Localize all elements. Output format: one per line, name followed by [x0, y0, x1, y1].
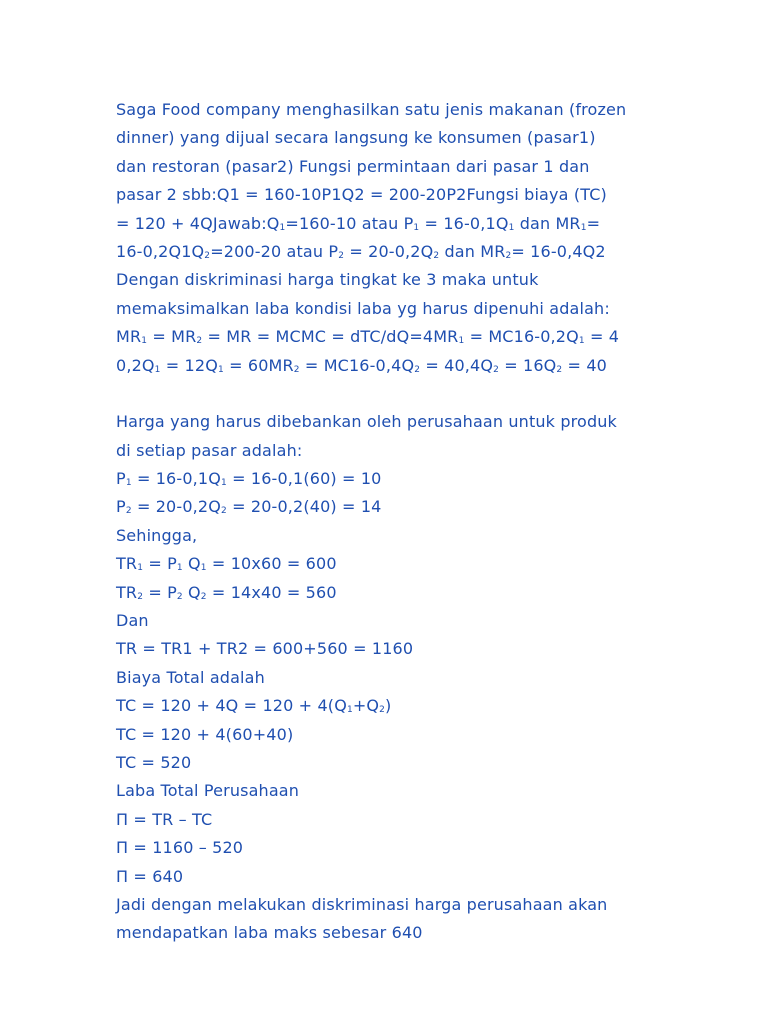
text-line-17 — [116, 550, 656, 578]
subscript: 2 — [493, 364, 499, 375]
text-line-15 — [116, 493, 656, 521]
text: TC = 520 — [116, 752, 192, 772]
text: Jadi dengan melakukan diskriminasi harga perusahaan akan — [116, 894, 608, 914]
text-line-3 — [116, 153, 656, 181]
subscript: 1 — [578, 336, 585, 347]
text: 16-0,2Q1Q — [116, 241, 205, 261]
text-line-19 — [116, 607, 656, 635]
text: =200-20 atau P — [210, 241, 339, 261]
text: ) — [385, 696, 392, 716]
text-line-9 — [116, 323, 656, 351]
text-line-25 — [116, 777, 656, 805]
text: dan MR — [514, 213, 581, 233]
text-line-27 — [116, 834, 656, 862]
text-line-14 — [116, 465, 656, 493]
text-line-20 — [116, 635, 656, 663]
text-line-12 — [116, 408, 656, 436]
text: Dan — [116, 611, 149, 631]
text: dinner) yang dijual secara langsung ke konsumen (pasar1) — [116, 128, 596, 148]
text: Π = 1160 – 520 — [116, 838, 244, 858]
text-line-26 — [116, 806, 656, 834]
text: = MR = MCMC = dTC/dQ=4MR — [202, 327, 459, 347]
text: dan MR — [439, 241, 506, 261]
subscript: 2 — [293, 364, 300, 375]
subscript: 2 — [176, 591, 183, 602]
text: TR — [116, 582, 138, 602]
text: Biaya Total adalah — [116, 667, 265, 687]
paragraph-gap — [116, 380, 656, 408]
text: = 12Q — [160, 355, 218, 375]
text-line-28 — [116, 863, 656, 891]
text: =160-10 atau P — [285, 213, 414, 233]
text: TR = TR1 + TR2 = 600+560 = 1160 — [116, 639, 414, 659]
subscript: 1 — [176, 563, 183, 574]
text-line-16 — [116, 522, 656, 550]
document-body — [116, 96, 656, 948]
subscript: 2 — [379, 705, 386, 716]
subscript: 2 — [414, 364, 421, 375]
subscript: 1 — [125, 478, 132, 489]
text-line-2 — [116, 124, 656, 152]
subscript: 2 — [220, 506, 227, 517]
text: = 16-0,4Q2 — [511, 241, 606, 261]
text: P — [116, 469, 126, 489]
subscript: 1 — [200, 563, 207, 574]
text: Q — [182, 582, 201, 602]
subscript: 1 — [154, 364, 161, 375]
text: Q — [182, 554, 201, 574]
text: Dengan diskriminasi harga tingkat ke 3 maka untuk — [116, 270, 539, 290]
subscript: 1 — [346, 705, 353, 716]
text: = MC16-0,4Q — [299, 355, 415, 375]
subscript: 2 — [505, 250, 512, 261]
subscript: 2 — [204, 250, 211, 261]
subscript: 2 — [200, 591, 207, 602]
text: +Q — [352, 696, 380, 716]
text-line-29 — [116, 891, 656, 919]
text-line-30 — [116, 919, 656, 947]
text: = 14x40 = 560 — [206, 582, 337, 602]
text-line-23 — [116, 721, 656, 749]
text: = 20-0,2(40) = 14 — [226, 497, 382, 517]
text-line-18 — [116, 579, 656, 607]
text: Sehingga, — [116, 525, 198, 545]
text-line-6 — [116, 238, 656, 266]
subscript: 2 — [137, 591, 144, 602]
text: pasar 2 sbb:Q1 = 160-10P1Q2 = 200-20P2Fungsi biaya (TC) — [116, 185, 607, 205]
text-line-10 — [116, 352, 656, 380]
subscript: 2 — [125, 506, 132, 517]
text: = 10x60 = 600 — [206, 554, 337, 574]
text: = P — [143, 582, 177, 602]
text-line-1 — [116, 96, 656, 124]
text: = 16-0,1Q — [131, 469, 221, 489]
text: = 16-0,1Q — [419, 213, 509, 233]
text: TR — [116, 554, 138, 574]
text: memaksimalkan laba kondisi laba yg harus dipenuhi adalah: — [116, 298, 610, 318]
text: = 4 — [584, 327, 620, 347]
subscript: 1 — [137, 563, 144, 574]
text: = 16-0,1(60) = 10 — [226, 469, 382, 489]
subscript: 1 — [458, 336, 465, 347]
text-line-8 — [116, 295, 656, 323]
text: MR — [116, 327, 142, 347]
text: = MR — [147, 327, 197, 347]
text: Π = 640 — [116, 866, 184, 886]
subscript: 2 — [338, 250, 345, 261]
text: Harga yang harus dibebankan oleh perusahaan untuk produk — [116, 412, 617, 432]
text: TC = 120 + 4(60+40) — [116, 724, 294, 744]
text: = 16Q — [498, 355, 557, 375]
subscript: 2 — [196, 336, 203, 347]
text: Π = TR – TC — [116, 809, 213, 829]
text: di setiap pasar adalah: — [116, 440, 303, 460]
text: = P — [143, 554, 177, 574]
subscript: 2 — [433, 250, 440, 261]
text-line-5 — [116, 210, 656, 238]
text-line-22 — [116, 692, 656, 720]
subscript: 1 — [217, 364, 224, 375]
subscript: 1 — [279, 222, 286, 233]
text: = 20-0,2Q — [344, 241, 434, 261]
text: = 40 — [562, 355, 607, 375]
text-line-24 — [116, 749, 656, 777]
subscript: 1 — [413, 222, 420, 233]
text: Laba Total Perusahaan — [116, 781, 300, 801]
text: = 20-0,2Q — [131, 497, 221, 517]
text: Saga Food company menghasilkan satu jenis makanan (frozen — [116, 100, 627, 119]
text: = 60MR — [223, 355, 294, 375]
text-line-4 — [116, 181, 656, 209]
text: P — [116, 497, 126, 517]
text: 0,2Q — [116, 355, 155, 375]
text: TC = 120 + 4Q = 120 + 4(Q — [116, 696, 347, 716]
subscript: 1 — [508, 222, 515, 233]
subscript: 1 — [220, 478, 227, 489]
text: = — [586, 213, 601, 233]
text: = 40,4Q — [420, 355, 494, 375]
subscript: 1 — [580, 222, 587, 233]
text-line-13 — [116, 437, 656, 465]
text: dan restoran (pasar2) Fungsi permintaan dari pasar 1 dan — [116, 156, 590, 176]
text-line-7 — [116, 266, 656, 294]
subscript: 1 — [141, 336, 148, 347]
text: = 120 + 4QJawab:Q — [116, 213, 280, 233]
subscript: 2 — [556, 364, 563, 375]
text: = MC16-0,2Q — [464, 327, 579, 347]
text-line-21 — [116, 664, 656, 692]
text: mendapatkan laba maks sebesar 640 — [116, 923, 423, 943]
